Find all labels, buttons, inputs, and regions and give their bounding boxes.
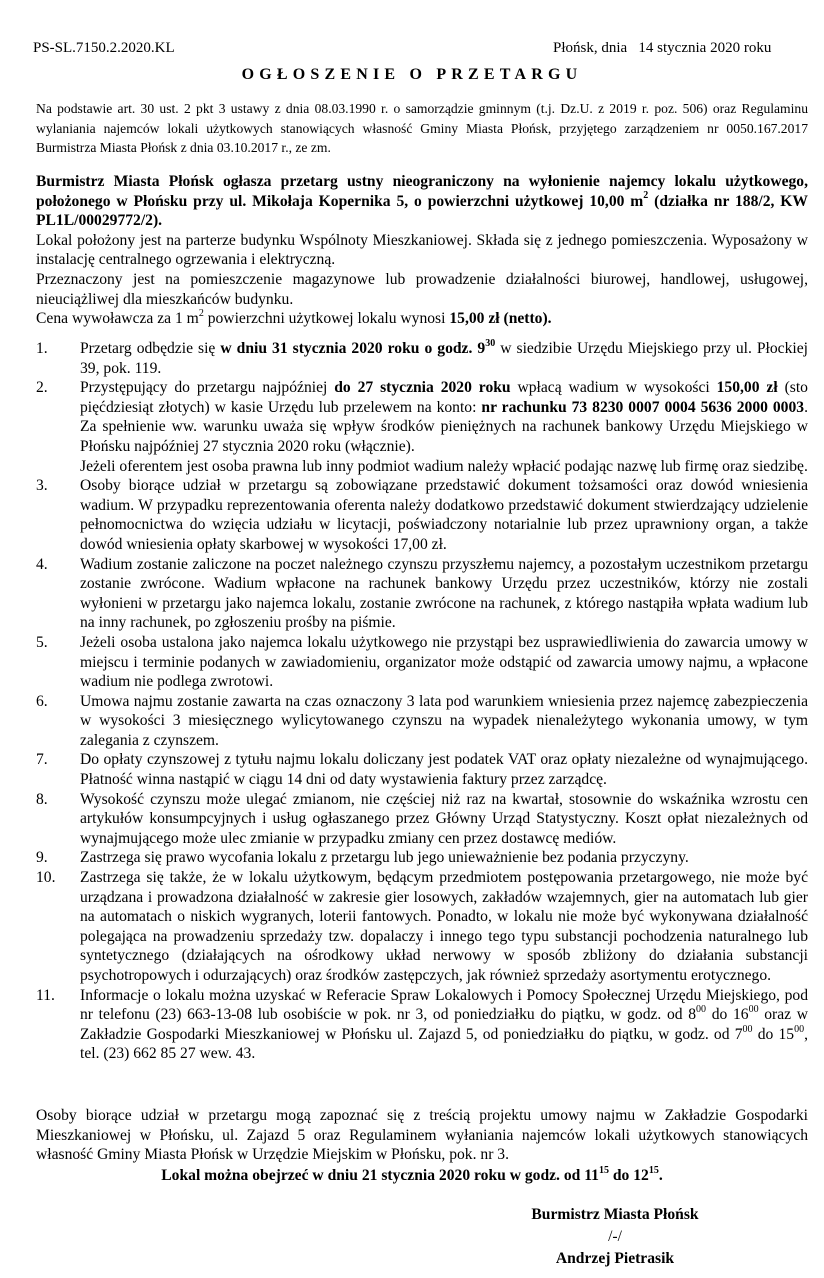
list-item: 9. Zastrzega się prawo wycofania lokalu z przetargu lub jego unieważnienie bez podania przyczyny. (36, 849, 689, 867)
list-item: 1. Przetarg odbędzie się w dniu 31 stycznia 2020 roku o godz. $9^{30}$ w siedzibie Urzędu Miejskiego przy ul. Płockiej 39, pok. 119. (36, 337, 808, 377)
viewing-date: Lokal można obejrzeć w dniu 21 stycznia 2020 roku w godz. od $11^{15}$ do $12^{15}$. (161, 1164, 663, 1184)
list-item: 2. Przystępujący do przetargu najpóźniej do 27 stycznia 2020 roku wpłacą wadium w wysokości 150,00 zł (sto pięćdziesiąt złotych) w kasie Urzędu lub przelewem na konto: nr rachunku 73 8230 0007 0004 5636 2000 0003. Za spełnienie ww. warunku uważa się wpływ środków pieniężnych na rachunek bankowy Urzędu Miejskiego w Płońsku najpóźniej 27 stycznia 2020 roku (włącznie). Jeżeli oferentem jest osoba prawna lub inny podmiot wadium należy wpłacić podając nazwę lub firmę oraz siedzibę. (36, 379, 808, 475)
document-date: Płońsk, dnia 14 stycznia 2020 roku (553, 40, 772, 56)
list-item: 7. Do opłaty czynszowej z tytułu najmu lokalu doliczany jest podatek VAT oraz opłaty niezależne od wynajmującego. Płatność winna nastąpić w ciągu 14 dni od daty wystawienia faktury przez zarządcę. (36, 751, 808, 789)
signature-block (510, 1204, 720, 1270)
list-item: 8. Wysokość czynszu może ulegać zmianom, nie częściej niż raz na kwartał, stosownie do wskaźnika wzrostu cen artykułów konsumpcyjnych i usług ogłaszanego przez Główny Urząd Statystyczny. Koszt opłat niezależnych od wynajmującego może ulec zmianie w przypadku zmiany cen przez dostawcę mediów. (36, 790, 808, 847)
list-item: 4. Wadium zostanie zaliczone na poczet należnego czynszu przyszłemu najemcy, a pozostałym uczestnikom przetargu zostanie zwrócone. Wadium wpłacone na rachunek bankowy Urzędu przez uczestników, którzy nie zostali wyłonieni w przetargu jako najemca lokalu, zostanie zwrócone na rachunek, z którego nastąpiła wpłata wadium lub na inny rachunek, po zgłoszeniu prośby na piśmie. (36, 555, 808, 632)
starting-price: Cena wywoławcza za 1 $m^2$ powierzchni użytkowej lokalu wynosi 15,00 zł (netto). (36, 307, 552, 328)
purpose-description: Przeznaczony jest na pomieszczenie magazynowe lub prowadzenie działalności biurowej, handlowej, usługowej, nieuciążliwej dla mieszkańców budynku. (36, 270, 808, 308)
legal-basis: Na podstawie art. 30 ust. 2 pkt 3 ustawy z dnia 08.03.1990 r. o samorządzie gminnym (t.j. Dz.U. z 2019 r. poz. 506) oraz Regulaminu wylaniania najemców lokali użytkowych stanowiących własność Gminy Miasta Płońsk, przyjętego zarządzeniem nr 0050.167.2017 Burmistrza Miasta Płońsk z dnia 03.10.2017 r., ze zm. (36, 101, 808, 156)
list-item: 11. Informacje o lokalu można uzyskać w Referacie Spraw Lokalowych i Pomocy Społecznej Urzędu Miejskiego, pod nr telefonu (23) 663-13-08 lub osobiście w pok. nr 3, od poniedziałku do piątku, w godz. od $8^{00}$ do $16^{00}$ oraz w Zakładzie Gospodarki Mieszkaniowej w Płońsku ul. Zajazd 5, od poniedziałku do piątku, w godz. od $7^{00}$ do $15^{00}$, tel. (23) 662 85 27 wew. 43. (36, 986, 809, 1063)
list-item: 6. Umowa najmu zostanie zawarta na czas oznaczony 3 lata pod warunkiem wniesienia przez najemcę zabezpieczenia w wysokości 3 miesięcznego wylicytowanego czynszu na wypadek nienależytego wykonania umowy, w tym zalegania z czynszem. (36, 692, 808, 749)
location-description: Lokal położony jest na parterze budynku Wspólnoty Mieszkaniowej. Składa się z jednego pomieszczenia. Wyposażony w instalację centralnego ogrzewania i elektryczną. (36, 231, 808, 269)
document-title: OGŁOSZENIE O PRZETARGU (241, 66, 583, 83)
signatory-role: Burmistrz Miasta Płońsk (531, 1206, 699, 1223)
announcement-body (36, 172, 808, 329)
closing-paragraph: Osoby biorące udział w przetargu mogą zapoznać się z treścią projektu umowy najmu w Zakładzie Gospodarki Mieszkaniowej w Płońsku, ul. Zajazd 5 oraz Regulaminem wyłaniania najemców lokali użytkowych stanowiących własność Gminy Miasta Płońsk w Urzędzie Miejskim w Płońsku, pok. nr 3. (36, 1107, 808, 1164)
list-item: 3. Osoby biorące udział w przetargu są zobowiązane przedstawić dokument tożsamości oraz dowód wniesienia wadium. W przypadku reprezentowania oferenta należy dodatkowo przedstawić dokument stwierdzający udzielenie pełnomocnictwa do wzięcia udziału w licytacji, poświadczony notarialnie lub przez uprawniony organ, a także dowód wniesienia opłaty skarbowej w wysokości 17,00 zł. (36, 477, 808, 553)
conditions-list (36, 339, 808, 1064)
document-reference: PS-SL.7150.2.2020.KL (33, 40, 175, 56)
list-item: 5. Jeżeli osoba ustalona jako najemca lokalu użytkowego nie przystąpi bez usprawiedliwienia do zawarcia umowy w miejscu i terminie podanych w zawiadomieniu, organizator może odstąpić od zawarcia umowy najmu, a wpłacone wadium nie podlega zwrotowi. (36, 633, 808, 691)
signature-mark: /-/ (608, 1228, 622, 1245)
list-item: 10. Zastrzega się także, że w lokalu użytkowym, będącym przedmiotem postępowania przetargowego, nie może być urządzana i prowadzona działalność w zakresie gier losowych, zakładów wzajemnych, gier na automatach lub gier na automatach o niskich wygranych, loterii fantowych. Ponadto, w lokalu nie może być wykonywana działalność polegająca na prowadzeniu sprzedaży tzw. dopalaczy i innego tego typu substancji pochodzenia naturalnego lub syntetycznego (działających na ośrodkowy układ nerwowy w sposób zbliżony do działania substancji psychotropowych i odurzających) oraz środków zastępczych, jak również sprzedaży asortymentu erotycznego. (36, 869, 808, 984)
announcement-intro: Burmistrz Miasta Płońsk ogłasza przetarg ustny nieograniczony na wyłonienie najemcy lokalu użytkowego, położonego w Płońsku przy ul. Mikołaja Kopernika 5, o powierzchni użytkowej 10,00 $m^2$ (działka nr 188/2, KW PL1L/00029772/2). (36, 173, 808, 230)
signatory-name: Andrzej Pietrasik (555, 1250, 675, 1267)
